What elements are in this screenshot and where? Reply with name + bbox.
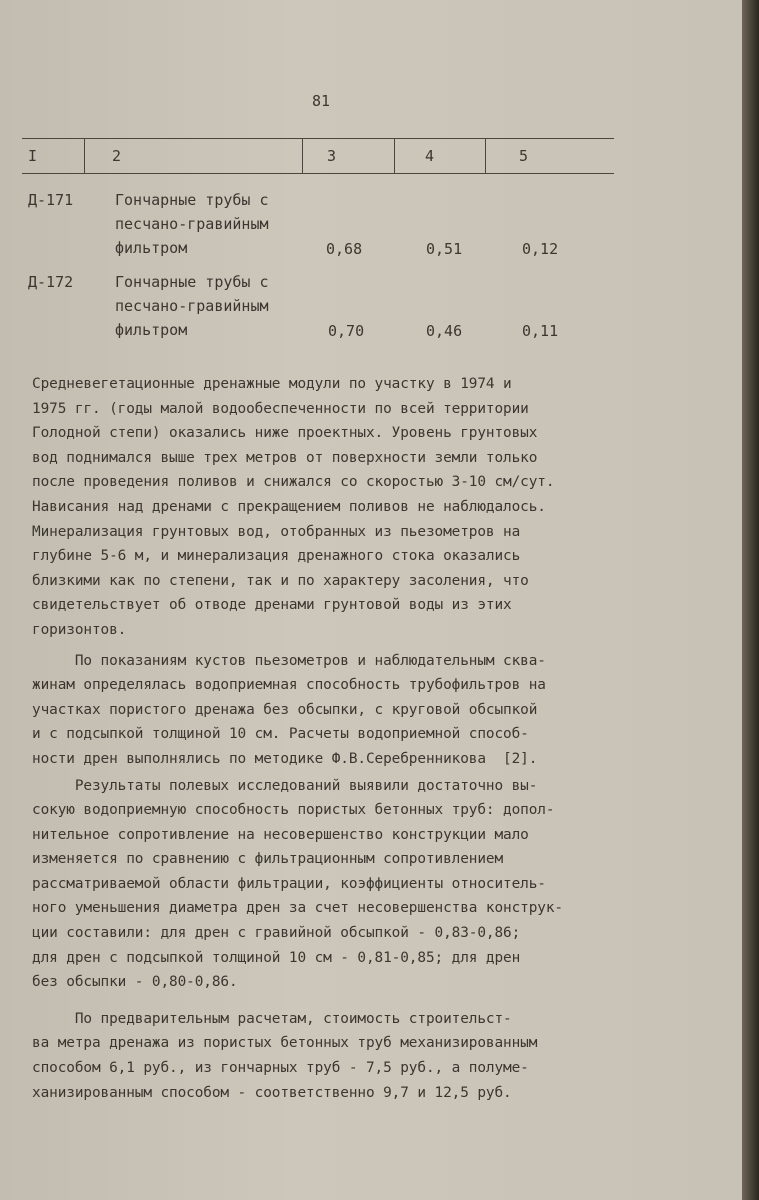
- column-divider: [302, 139, 303, 173]
- text-line: ции составили: для дрен с гравийной обсыпкой - 0,83-0,86;: [32, 925, 521, 942]
- column-header-3: 3: [327, 147, 337, 165]
- column-header-1: I: [28, 147, 38, 165]
- text-line: участках пористого дренажа без обсыпки, с круговой обсыпкой: [32, 701, 538, 718]
- column-divider: [84, 139, 85, 173]
- text-line: жинам определялась водоприемная способность трубофильтров на: [32, 677, 546, 694]
- page-number: 81: [312, 92, 331, 110]
- text-line: после проведения поливов и снижался со скоростью 3-10 см/сут.: [32, 474, 555, 491]
- value-col4: 0,46: [426, 322, 463, 340]
- description-line: песчано-гравийным: [115, 297, 269, 315]
- description-line: песчано-гравийным: [115, 215, 269, 233]
- row-description: [115, 188, 315, 260]
- text-line: без обсыпки - 0,80-0,86.: [32, 974, 238, 991]
- value-col5: 0,12: [522, 240, 559, 258]
- column-header-2: 2: [112, 147, 122, 165]
- description-line: Гончарные трубы с: [115, 273, 269, 291]
- text-line: нительное сопротивление на несовершенство конструкции мало: [32, 826, 529, 843]
- text-line: для дрен с подсыпкой толщиной 10 см - 0,81-0,85; для дрен: [32, 949, 521, 966]
- value-col4: 0,51: [426, 240, 463, 258]
- text-line: По показаниям кустов пьезометров и наблюдательным сква-: [32, 652, 546, 669]
- text-line: ва метра дренажа из пористых бетонных труб механизированным: [32, 1035, 538, 1052]
- text-line: рассматриваемой области фильтрации, коэффициенты относитель-: [32, 875, 546, 892]
- text-line: глубине 5-6 м, и минерализация дренажного стока оказались: [32, 548, 521, 565]
- text-line: вод поднимался выше трех метров от поверхности земли только: [32, 449, 538, 466]
- column-header-4: 4: [425, 147, 435, 165]
- column-divider: [394, 139, 395, 173]
- paragraph: [32, 774, 732, 995]
- description-line: фильтром: [115, 321, 188, 339]
- text-line: свидетельствует об отводе дренами грунтовой воды из этих: [32, 597, 512, 614]
- body-text: [32, 372, 732, 1105]
- column-header-5: 5: [519, 147, 529, 165]
- row-code: Д-171: [28, 191, 74, 209]
- text-line: Минерализация грунтовых вод, отобранных из пьезометров на: [32, 523, 521, 540]
- text-line: ханизированным способом - соответственно 9,7 и 12,5 руб.: [32, 1084, 512, 1101]
- paragraph: [32, 649, 732, 772]
- text-line: Голодной степи) оказались ниже проектных. Уровень грунтовых: [32, 425, 538, 442]
- text-line: По предварительным расчетам, стоимость строительст-: [32, 1010, 512, 1027]
- row-code: Д-172: [28, 273, 74, 291]
- row-description: [115, 270, 315, 342]
- table-header: [22, 138, 614, 174]
- description-line: фильтром: [115, 239, 188, 257]
- text-line: Результаты полевых исследований выявили достаточно вы-: [32, 777, 538, 794]
- binding-spine: [742, 0, 759, 1200]
- text-line: способом 6,1 руб., из гончарных труб - 7,5 руб., а полуме-: [32, 1060, 529, 1077]
- text-line: горизонтов.: [32, 621, 127, 638]
- text-line: сокую водоприемную способность пористых бетонных труб: допол-: [32, 802, 555, 819]
- paragraph: [32, 372, 732, 643]
- value-col3: 0,70: [328, 322, 365, 340]
- column-divider: [485, 139, 486, 173]
- paragraph: [32, 1007, 732, 1105]
- text-line: близкими как по степени, так и по характеру засоления, что: [32, 572, 529, 589]
- text-line: ного уменьшения диаметра дрен за счет несовершенства конструк-: [32, 900, 563, 917]
- value-col3: 0,68: [326, 240, 363, 258]
- text-line: ности дрен выполнялись по методике Ф.В.Серебренникова [2].: [32, 750, 538, 767]
- text-line: и с подсыпкой толщиной 10 см. Расчеты водоприемной способ-: [32, 726, 529, 743]
- text-line: Средневегетационные дренажные модули по участку в 1974 и: [32, 376, 512, 392]
- text-line: Нависания над дренами с прекращением поливов не наблюдалось.: [32, 498, 546, 515]
- description-line: Гончарные трубы с: [115, 191, 269, 209]
- value-col5: 0,11: [522, 322, 559, 340]
- text-line: 1975 гг. (годы малой водообеспеченности по всей территории: [32, 400, 529, 417]
- text-line: изменяется по сравнению с фильтрационным сопротивлением: [32, 851, 504, 868]
